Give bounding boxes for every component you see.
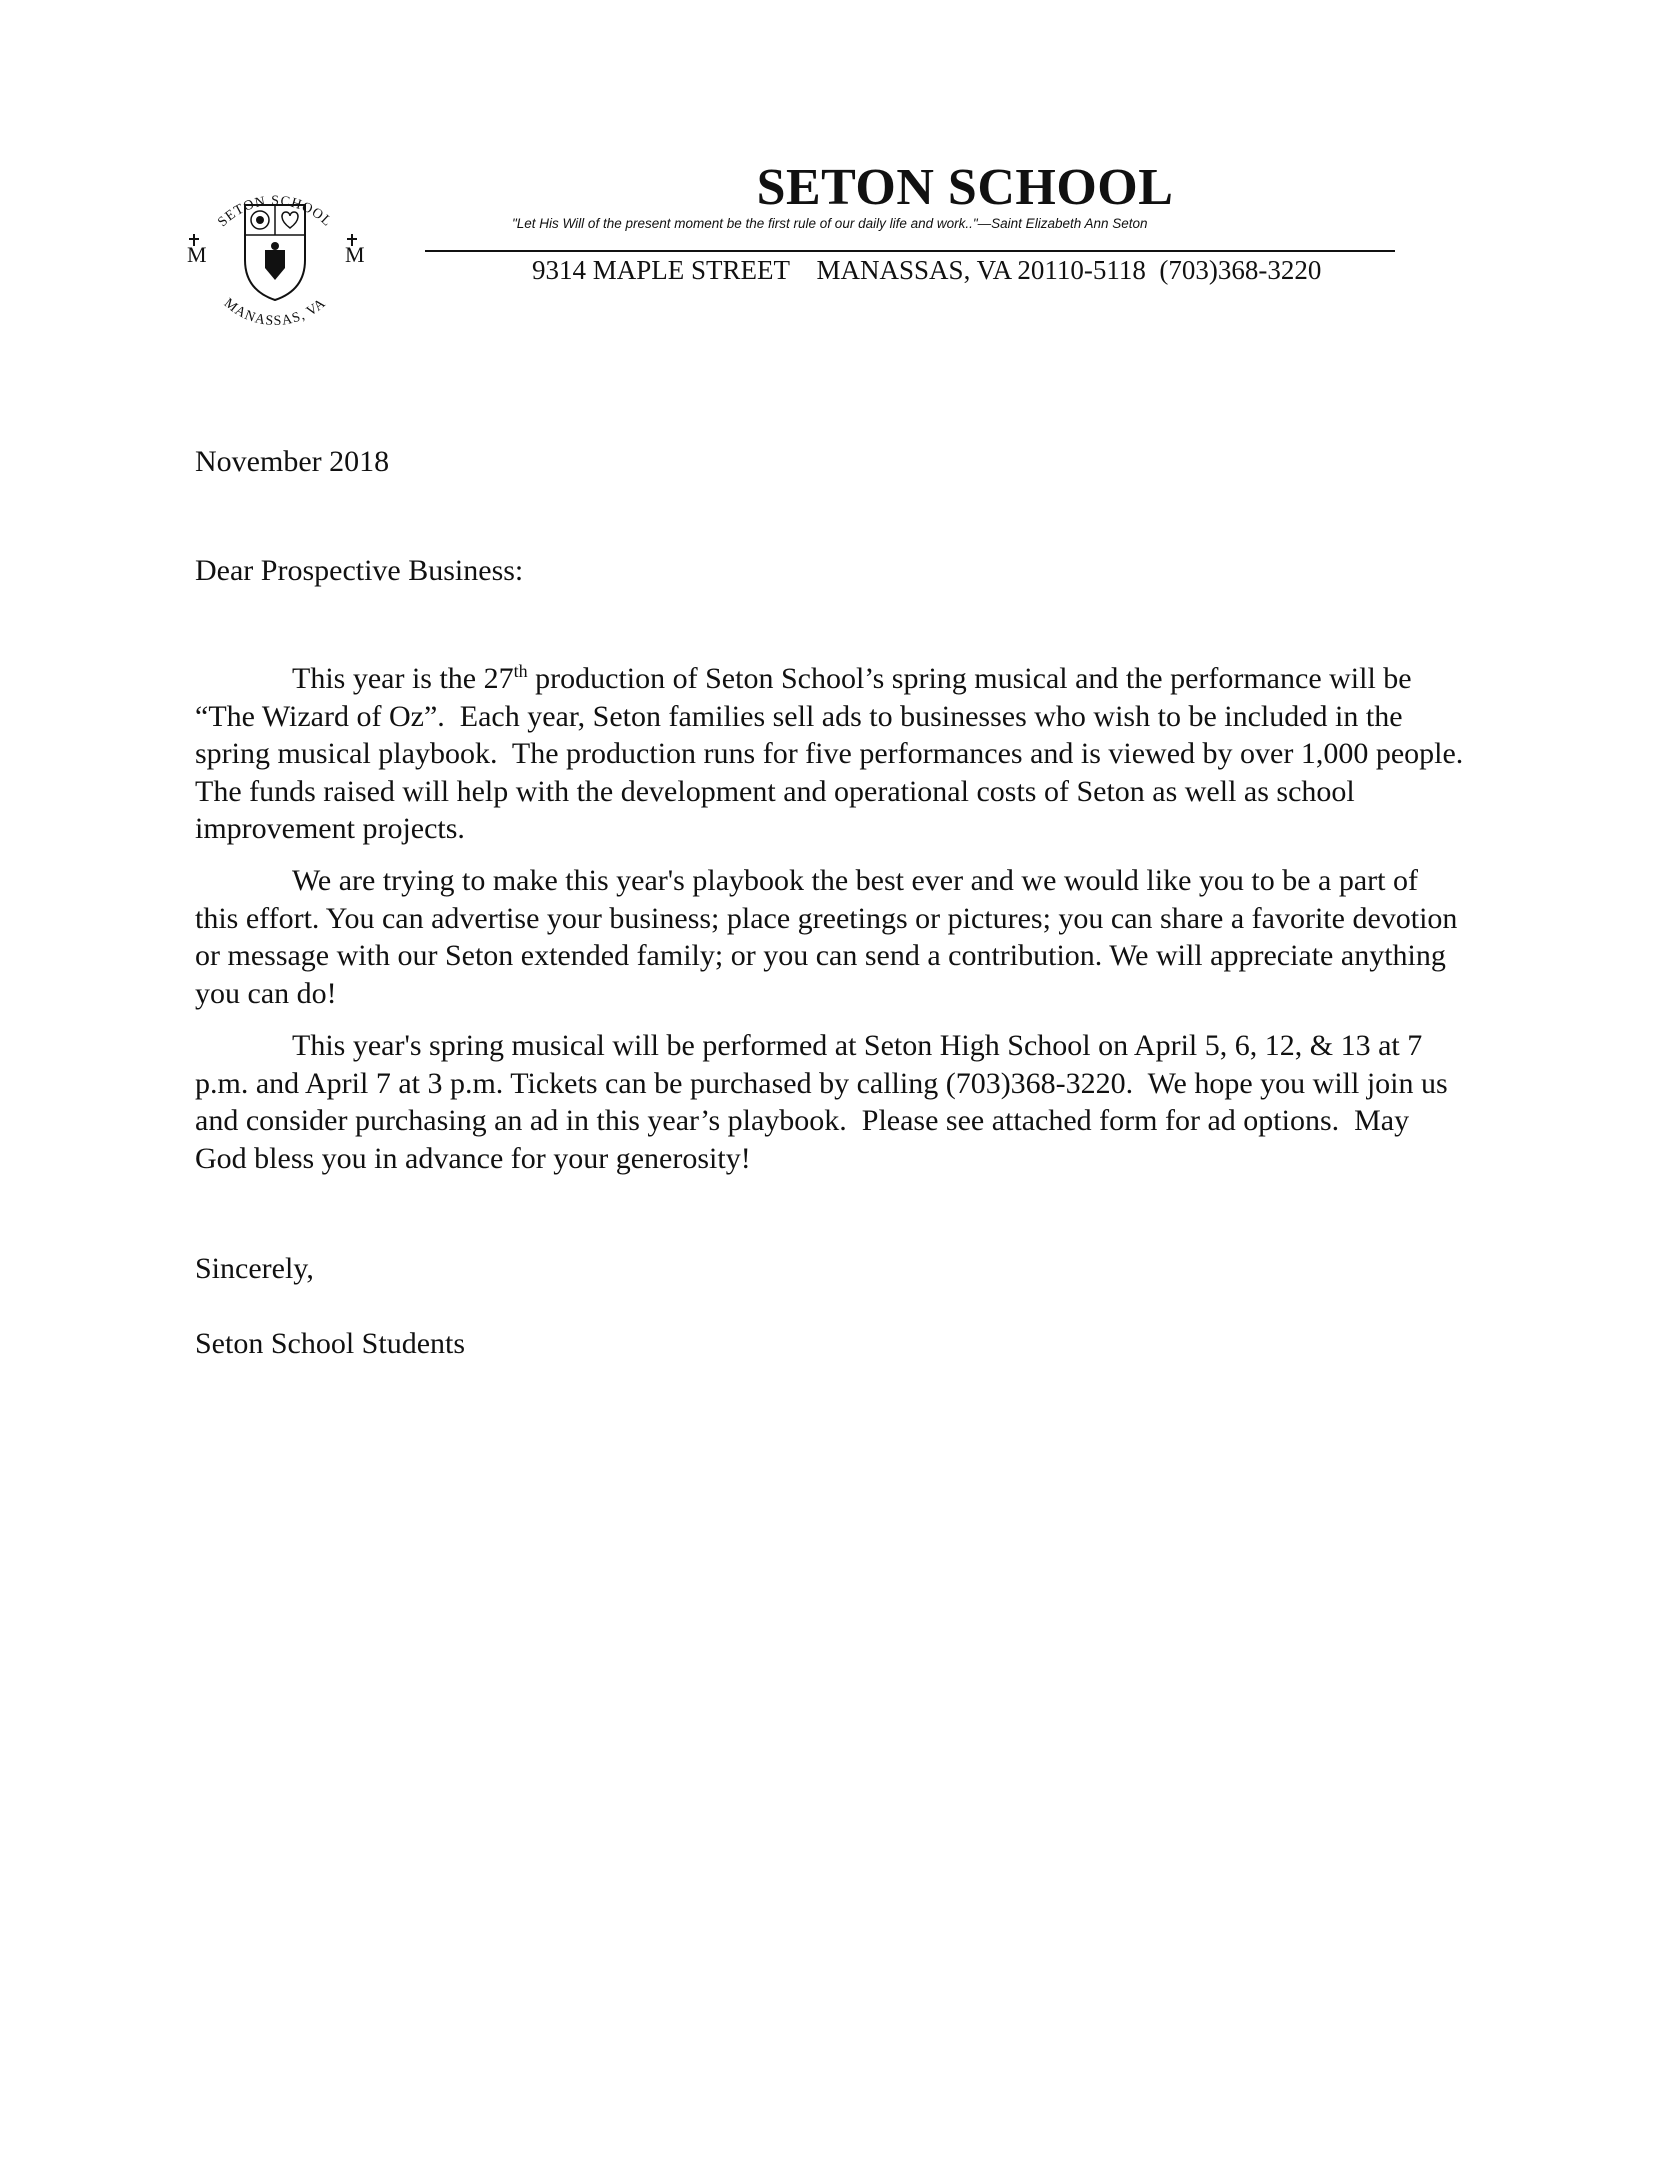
letter-paragraph-2: We are trying to make this year's playbook the best ever and we would like you to be a part of this effort. You can advertise your business; place greetings or pictures; you can share a favorite devotion or message with our Seton extended family; or you can send a contribution. We will appreciate anything you can do!	[195, 864, 1458, 1010]
paragraph-1-start: This year is the 27	[292, 662, 514, 695]
ordinal-suffix: th	[513, 661, 528, 681]
school-name-heading: SETON SCHOOL	[756, 159, 1174, 216]
svg-text:M: M	[345, 242, 365, 267]
letter-closing: Sincerely,	[195, 1252, 314, 1285]
school-address: 9314 MAPLE STREET MANASSAS, VA 20110-5118 (703)368-3220	[532, 255, 1322, 285]
letter-paragraph-3: This year's spring musical will be performed at Seton High School on April 5, 6, 12, & 13 at 7 p.m. and April 7 at 3 p.m. Tickets can be purchased by calling (703)368-3220. We hope you will join us and consider purchasing an ad in this year’s playbook. Please see attached form for ad options. May God bless you in advance for your generosity!	[195, 1029, 1456, 1175]
letter-signature: Seton School Students	[195, 1327, 466, 1360]
letter-paragraph-1	[195, 660, 1478, 848]
seal-top-lettering: SETON SCHOOL	[215, 193, 335, 231]
svg-text:M: M	[187, 242, 207, 267]
seal-bottom-lettering: MANASSAS, VA	[220, 295, 330, 330]
paragraph-1-rest: production of Seton School’s spring musical and the performance will be “The Wizard of Oz”. Each year, Seton families sell ads to businesses who wish to be included in the spring musical playbook. The production runs for five performances and is viewed by over 1,000 people. The funds raised will help with the development and operational costs of Seton as well as school improvement projects.	[195, 662, 1478, 845]
letterhead-divider	[425, 250, 1395, 252]
school-seal-logo	[165, 150, 385, 360]
school-motto: "Let His Will of the present moment be the first rule of our daily life and work.."—Saint Elizabeth Ann Seton	[512, 216, 1148, 231]
letter-date: November 2018	[195, 445, 390, 478]
letter-salutation: Dear Prospective Business:	[195, 554, 524, 587]
